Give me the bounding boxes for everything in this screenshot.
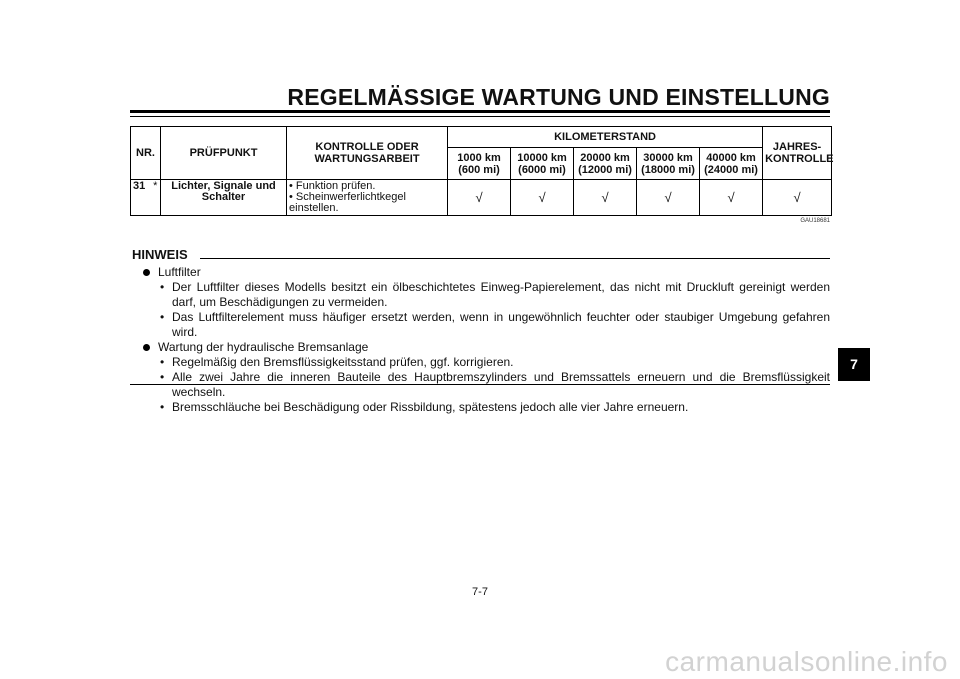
interval-2 [511,148,574,180]
page-title: REGELMÄSSIGE WARTUNG UND EINSTELLUNG [287,84,830,110]
check-mark: √ [448,180,511,216]
interval-mi: (6000 mi) [518,163,566,176]
interval-km: 30000 km [643,151,693,164]
watermark: carmanualsonline.info [665,646,948,677]
interval-3 [574,148,637,180]
check-mark: √ [574,180,637,216]
interval-km: 1000 km [457,151,501,164]
action-line: • Scheinwerferlichtkegel einstellen. [289,191,406,214]
hinweis-label: HINWEIS [132,247,188,262]
row-actions [287,180,448,216]
row-item: Lichter, Signale und Schalter [161,180,287,216]
interval-mi: (600 mi) [458,163,500,176]
bullet-icon: • [160,400,165,414]
header-kontrolle: KONTROLLE ODER WARTUNGSARBEIT [287,127,448,180]
page-number: 7-7 [472,586,488,598]
note-sub [140,370,830,400]
bullet-dot-icon [143,269,150,276]
note-title: Wartung der hydraulische Bremsanlage [158,340,369,354]
check-mark: √ [637,180,700,216]
note-item [140,340,830,355]
note-sub [140,280,830,310]
header-kilometerstand: KILOMETERSTAND [448,127,763,148]
note-sub [140,310,830,340]
interval-mi: (12000 mi) [578,163,632,176]
interval-mi: (18000 mi) [641,163,695,176]
interval-4 [637,148,700,180]
note-title: Luftfilter [158,265,201,279]
interval-km: 20000 km [580,151,630,164]
interval-5 [700,148,763,180]
note-sub [140,400,830,415]
chapter-tab: 7 [838,348,870,381]
interval-mi: (24000 mi) [704,163,758,176]
note-sub-text: Regelmäßig den Bremsflüssigkeitsstand prüfen, ggf. korrigieren. [172,355,514,369]
note-sub-text: Alle zwei Jahre die inneren Bauteile des Hauptbremszylinders und Bremssattels erneuern und die Bremsflüssigkeit wechseln. [172,370,830,399]
header-jahres-kontrolle: JAHRES-KONTROLLE [763,127,832,180]
header-pruefpunkt: PRÜFPUNKT [161,127,287,180]
row-star: * [151,180,161,216]
bullet-icon: • [160,280,165,294]
hinweis-notes [140,265,830,415]
check-mark: √ [700,180,763,216]
row-nr: 31 [131,180,151,216]
reference-code: GAU18681 [800,218,830,224]
note-item [140,265,830,280]
interval-km: 40000 km [706,151,756,164]
note-sub [140,355,830,370]
check-mark: √ [763,180,832,216]
hinweis-rule [200,258,830,259]
title-rule-thick [130,110,830,113]
bullet-icon: • [160,370,165,384]
note-sub-text: Der Luftfilter dieses Modells besitzt ein ölbeschichtetes Einweg-Papierelement, das nicht mit Druckluft gereinigt werden darf, um Beschädigungen zu vermeiden. [172,280,830,309]
header-nr: NR. [131,127,161,180]
section-end-rule [130,384,830,385]
bullet-dot-icon [143,344,150,351]
note-sub-text: Das Luftfilterelement muss häufiger ersetzt werden, wenn in ungewöhnlich feuchter oder staubiger Umgebung gefahren wird. [172,310,830,339]
bullet-icon: • [160,310,165,324]
interval-1 [448,148,511,180]
title-rule-thin [130,116,830,117]
note-sub-text: Bremsschläuche bei Beschädigung oder Rissbildung, spätestens jedoch alle vier Jahre erneuern. [172,400,689,414]
bullet-icon: • [160,355,165,369]
interval-km: 10000 km [517,151,567,164]
table-row [131,180,832,216]
maintenance-table [130,126,832,216]
action-line: • Funktion prüfen. [289,180,376,192]
check-mark: √ [511,180,574,216]
